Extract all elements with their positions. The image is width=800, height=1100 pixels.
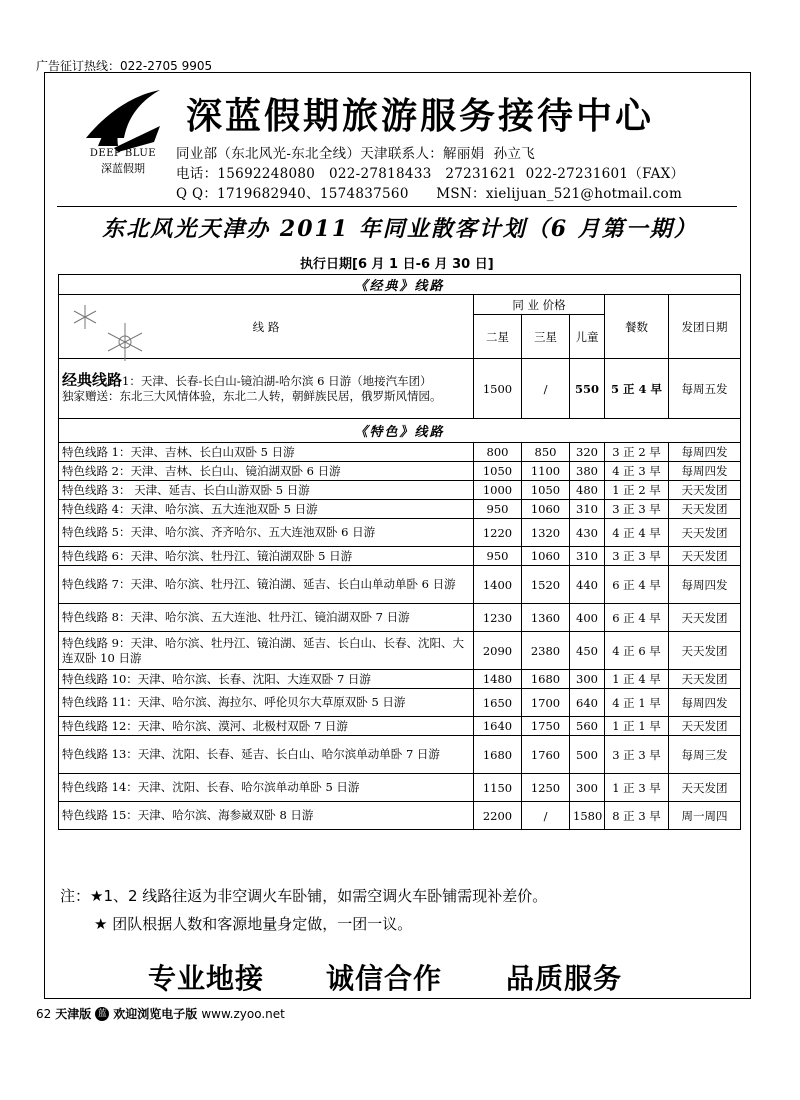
price-child: 450 bbox=[570, 632, 605, 670]
special-route-row bbox=[59, 500, 741, 519]
route-name: 特色线路 1：天津、吉林、长白山双卧 5 日游 bbox=[59, 443, 474, 462]
departure: 天天发团 bbox=[669, 717, 741, 736]
footer-text: 欢迎浏览电子版 bbox=[113, 1007, 198, 1021]
departure: 每周四发 bbox=[669, 689, 741, 717]
meals: 3 正 3 早 bbox=[605, 500, 669, 519]
classic-section-header: 《经典》线路 bbox=[59, 275, 741, 295]
price-three-star: 850 bbox=[522, 443, 570, 462]
route-name: 特色线路 12：天津、哈尔滨、漠河、北极村双卧 7 日游 bbox=[59, 717, 474, 736]
price-two-star: 1650 bbox=[474, 689, 522, 717]
meals: 4 正 3 早 bbox=[605, 462, 669, 481]
departure: 周一周四 bbox=[669, 802, 741, 830]
special-route-row bbox=[59, 774, 741, 802]
route-name: 特色线路 11：天津、哈尔滨、海拉尔、呼伦贝尔大草原双卧 5 日游 bbox=[59, 689, 474, 717]
departure: 每周四发 bbox=[669, 462, 741, 481]
departure: 天天发团 bbox=[669, 632, 741, 670]
price-three-star: 1060 bbox=[522, 547, 570, 566]
special-route-row bbox=[59, 462, 741, 481]
price-three-star: 1050 bbox=[522, 481, 570, 500]
price-two-star: 1000 bbox=[474, 481, 522, 500]
route-name: 特色线路 5：天津、哈尔滨、齐齐哈尔、五大连池双卧 6 日游 bbox=[59, 519, 474, 547]
contact-department: 同业部（东北风光-东北全线）天津联系人：解丽娟 孙立飞 bbox=[176, 146, 536, 162]
price-child: 300 bbox=[570, 670, 605, 689]
route-name: 特色线路 7：天津、哈尔滨、牡丹江、镜泊湖、延吉、长白山单动单卧 6 日游 bbox=[59, 566, 474, 604]
departure: 天天发团 bbox=[669, 481, 741, 500]
departure: 天天发团 bbox=[669, 500, 741, 519]
special-section-header: 《特色》线路 bbox=[59, 419, 741, 443]
meals: 3 正 3 早 bbox=[605, 736, 669, 774]
header-departure: 发团日期 bbox=[669, 295, 741, 359]
notes bbox=[60, 882, 547, 938]
meals: 1 正 1 早 bbox=[605, 717, 669, 736]
classic-meals: 5 正 4 早 bbox=[605, 359, 669, 419]
route-name: 特色线路 10：天津、哈尔滨、长春、沈阳、大连双卧 7 日游 bbox=[59, 670, 474, 689]
page-number: 62 bbox=[36, 1006, 52, 1021]
price-child: 1580 bbox=[570, 802, 605, 830]
price-two-star: 800 bbox=[474, 443, 522, 462]
route-name: 特色线路 14：天津、沈阳、长春、哈尔滨单动单卧 5 日游 bbox=[59, 774, 474, 802]
logo-text-cn: 深蓝假期 bbox=[101, 162, 145, 175]
price-child: 430 bbox=[570, 519, 605, 547]
header-three-star: 三星 bbox=[522, 315, 570, 359]
classic-route-bonus: 独家赠送：东北三大风情体验，东北二人转，朝鲜族民居，俄罗斯风情园。 bbox=[62, 389, 442, 403]
special-route-row bbox=[59, 519, 741, 547]
classic-route-cell bbox=[59, 359, 474, 419]
snowflake-icon bbox=[67, 299, 147, 365]
price-three-star: 1760 bbox=[522, 736, 570, 774]
meals: 3 正 2 早 bbox=[605, 443, 669, 462]
price-child: 480 bbox=[570, 481, 605, 500]
classic-route-desc: 1：天津、长春-长白山-镜泊湖-哈尔滨 6 日游（地接汽车团） bbox=[122, 374, 432, 388]
special-route-row bbox=[59, 443, 741, 462]
price-three-star: / bbox=[522, 802, 570, 830]
classic-two-star: 1500 bbox=[474, 359, 522, 419]
price-child: 310 bbox=[570, 547, 605, 566]
edition-label: 天津版 bbox=[55, 1007, 92, 1021]
special-route-row bbox=[59, 547, 741, 566]
price-two-star: 1230 bbox=[474, 604, 522, 632]
meals: 4 正 6 早 bbox=[605, 632, 669, 670]
route-price-table bbox=[58, 274, 741, 830]
route-name: 特色线路 3： 天津、延吉、长白山游双卧 5 日游 bbox=[59, 481, 474, 500]
price-three-star: 1680 bbox=[522, 670, 570, 689]
execution-date: 执行日期[6 月 1 日-6 月 30 日] bbox=[300, 257, 494, 272]
meals: 8 正 3 早 bbox=[605, 802, 669, 830]
price-two-star: 2200 bbox=[474, 802, 522, 830]
route-name: 特色线路 15：天津、哈尔滨、海参崴双卧 8 日游 bbox=[59, 802, 474, 830]
deep-blue-badge-icon: 蓝 bbox=[95, 1007, 109, 1021]
route-name: 特色线路 13：天津、沈阳、长春、延吉、长白山、哈尔滨单动单卧 7 日游 bbox=[59, 736, 474, 774]
price-child: 640 bbox=[570, 689, 605, 717]
price-three-star: 1060 bbox=[522, 500, 570, 519]
classic-route-row bbox=[59, 359, 741, 419]
header-route bbox=[59, 295, 474, 359]
divider bbox=[57, 206, 737, 207]
price-three-star: 1750 bbox=[522, 717, 570, 736]
classic-three-star: / bbox=[522, 359, 570, 419]
header-child: 儿童 bbox=[570, 315, 605, 359]
departure: 天天发团 bbox=[669, 519, 741, 547]
special-route-row bbox=[59, 632, 741, 670]
classic-child: 550 bbox=[570, 359, 605, 419]
price-three-star: 1520 bbox=[522, 566, 570, 604]
meals: 1 正 3 早 bbox=[605, 774, 669, 802]
page-footer bbox=[36, 1005, 285, 1022]
header-two-star: 二星 bbox=[474, 315, 522, 359]
slogan-2: 诚信合作 bbox=[326, 962, 443, 995]
route-name: 特色线路 2：天津、吉林、长白山、镜泊湖双卧 6 日游 bbox=[59, 462, 474, 481]
price-two-star: 1220 bbox=[474, 519, 522, 547]
slogan-1: 专业地接 bbox=[148, 962, 265, 995]
special-route-row bbox=[59, 802, 741, 830]
classic-departure: 每周五发 bbox=[669, 359, 741, 419]
price-two-star: 1400 bbox=[474, 566, 522, 604]
meals: 6 正 4 早 bbox=[605, 604, 669, 632]
price-child: 380 bbox=[570, 462, 605, 481]
price-two-star: 1150 bbox=[474, 774, 522, 802]
classic-route-name: 经典线路 bbox=[62, 371, 123, 389]
header-meals: 餐数 bbox=[605, 295, 669, 359]
departure: 每周三发 bbox=[669, 736, 741, 774]
meals: 6 正 4 早 bbox=[605, 566, 669, 604]
special-route-row bbox=[59, 717, 741, 736]
route-name: 特色线路 4：天津、哈尔滨、五大连池双卧 5 日游 bbox=[59, 500, 474, 519]
departure: 每周四发 bbox=[669, 443, 741, 462]
departure: 天天发团 bbox=[669, 774, 741, 802]
meals: 1 正 4 早 bbox=[605, 670, 669, 689]
note-1: 注：★1、2 线路往返为非空调火车卧铺，如需空调火车卧铺需现补差价。 bbox=[60, 887, 548, 905]
price-two-star: 1640 bbox=[474, 717, 522, 736]
meals: 1 正 2 早 bbox=[605, 481, 669, 500]
special-route-row bbox=[59, 670, 741, 689]
ad-hotline: 广告征订热线：022-2705 9905 bbox=[36, 59, 213, 73]
price-three-star: 2380 bbox=[522, 632, 570, 670]
meals: 3 正 3 早 bbox=[605, 547, 669, 566]
route-name: 特色线路 6：天津、哈尔滨、牡丹江、镜泊湖双卧 5 日游 bbox=[59, 547, 474, 566]
price-two-star: 950 bbox=[474, 500, 522, 519]
header-route-label: 线 路 bbox=[252, 319, 280, 334]
special-route-row bbox=[59, 566, 741, 604]
special-route-row bbox=[59, 689, 741, 717]
price-child: 400 bbox=[570, 604, 605, 632]
price-child: 300 bbox=[570, 774, 605, 802]
contact-qq-msn: Q Q：1719682940、1574837560 MSN：xielijuan_521@hotmail.com bbox=[176, 186, 683, 202]
departure: 天天发团 bbox=[669, 604, 741, 632]
plan-title: 东北风光天津办 2011 年同业散客计划（6 月第一期） bbox=[102, 216, 698, 242]
price-child: 500 bbox=[570, 736, 605, 774]
price-child: 440 bbox=[570, 566, 605, 604]
price-three-star: 1320 bbox=[522, 519, 570, 547]
route-name: 特色线路 9：天津、哈尔滨、牡丹江、镜泊湖、延吉、长白山、长春、沈阳、大连双卧 10 日游 bbox=[59, 632, 474, 670]
footer-url: www.zyoo.net bbox=[201, 1006, 285, 1021]
price-two-star: 1680 bbox=[474, 736, 522, 774]
company-name: 深蓝假期旅游服务接待中心 bbox=[186, 95, 655, 137]
price-three-star: 1360 bbox=[522, 604, 570, 632]
price-three-star: 1100 bbox=[522, 462, 570, 481]
price-two-star: 950 bbox=[474, 547, 522, 566]
price-three-star: 1250 bbox=[522, 774, 570, 802]
departure: 天天发团 bbox=[669, 547, 741, 566]
meals: 4 正 1 早 bbox=[605, 689, 669, 717]
logo-text-en: DEEP BLUE bbox=[89, 148, 157, 159]
price-child: 560 bbox=[570, 717, 605, 736]
contact-phone: 电话：15692248080 022-27818433 27231621 022-27231601（FAX） bbox=[176, 166, 685, 182]
departure: 每周四发 bbox=[669, 566, 741, 604]
special-route-row bbox=[59, 604, 741, 632]
price-child: 320 bbox=[570, 443, 605, 462]
route-name: 特色线路 8：天津、哈尔滨、五大连池、牡丹江、镜泊湖双卧 7 日游 bbox=[59, 604, 474, 632]
price-three-star: 1700 bbox=[522, 689, 570, 717]
deep-blue-logo-icon bbox=[84, 86, 162, 156]
price-two-star: 1480 bbox=[474, 670, 522, 689]
meals: 4 正 4 早 bbox=[605, 519, 669, 547]
price-two-star: 1050 bbox=[474, 462, 522, 481]
departure: 天天发团 bbox=[669, 670, 741, 689]
special-route-row bbox=[59, 736, 741, 774]
special-route-row bbox=[59, 481, 741, 500]
price-two-star: 2090 bbox=[474, 632, 522, 670]
price-child: 310 bbox=[570, 500, 605, 519]
slogan-3: 品质服务 bbox=[506, 962, 623, 995]
note-2: ★ 团队根据人数和客源地量身定做，一团一议。 bbox=[94, 915, 413, 933]
header-price: 同 业 价格 bbox=[474, 295, 605, 315]
